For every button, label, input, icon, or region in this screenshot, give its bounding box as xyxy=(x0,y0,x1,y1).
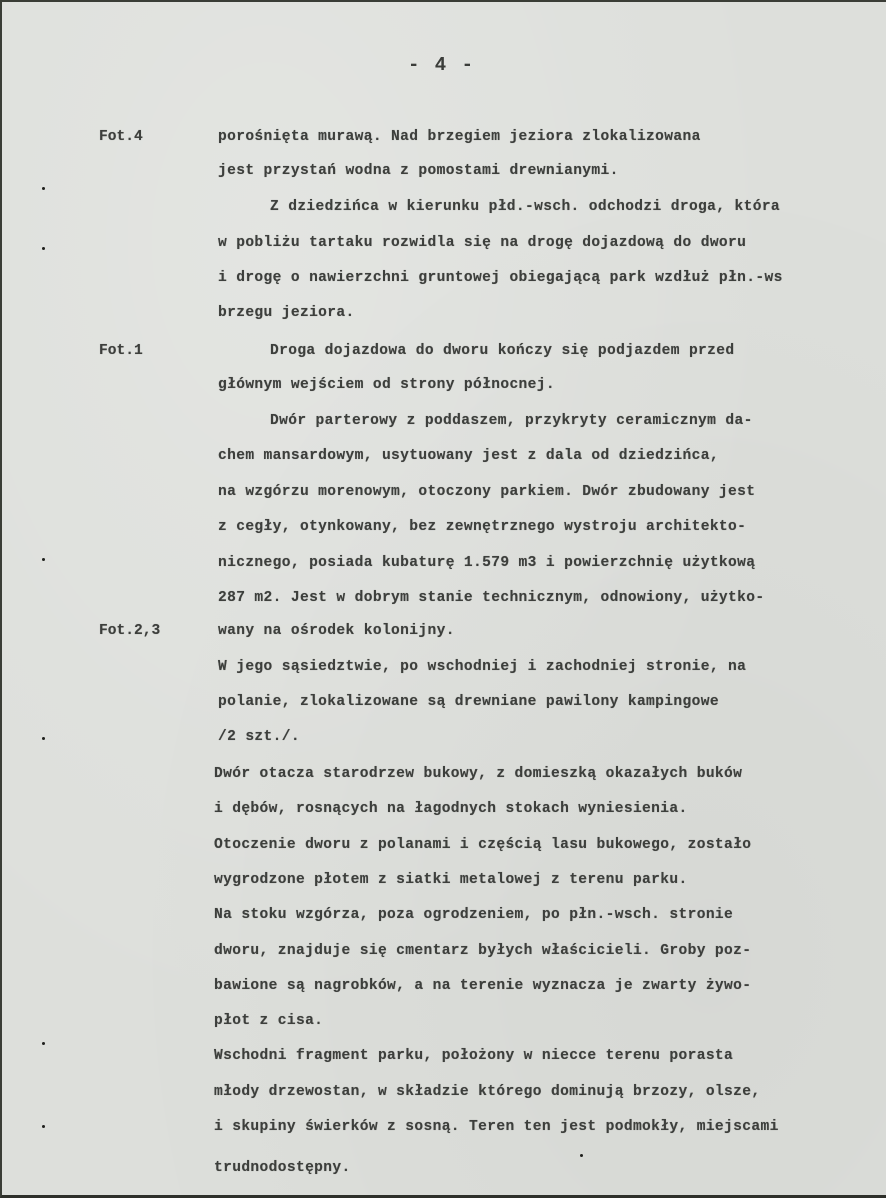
text-line: polanie, zlokalizowane są drewniane pawilony kampingowe xyxy=(218,694,719,710)
text-line: /2 szt./. xyxy=(218,729,300,745)
text-line: Dwór parterowy z poddaszem, przykryty ceramicznym da- xyxy=(270,413,753,429)
photo-reference-label: Fot.2,3 xyxy=(99,623,161,639)
text-line: chem mansardowym, usytuowany jest z dala od dziedzińca, xyxy=(218,448,719,464)
text-line: młody drzewostan, w składzie którego dominują brzozy, olsze, xyxy=(214,1084,761,1100)
page-number: - 4 - xyxy=(408,54,476,76)
text-line: i drogę o nawierzchni gruntowej obiegającą park wzdłuż płn.-ws xyxy=(218,270,783,286)
text-line: i dębów, rosnących na łagodnych stokach wyniesienia. xyxy=(214,801,688,817)
text-line: bawione są nagrobków, a na terenie wyznacza je zwarty żywo- xyxy=(214,978,752,994)
text-line: wygrodzone płotem z siatki metalowej z terenu parku. xyxy=(214,872,688,888)
ink-speck xyxy=(42,247,45,250)
ink-speck xyxy=(580,1154,583,1157)
ink-speck xyxy=(42,187,45,190)
text-line: trudnodostępny. xyxy=(214,1160,351,1176)
text-line: brzegu jeziora. xyxy=(218,305,355,321)
text-line: Wschodni fragment parku, położony w niecce terenu porasta xyxy=(214,1048,734,1064)
text-line: jest przystań wodna z pomostami drewnianymi. xyxy=(218,163,619,179)
text-line: dworu, znajduje się cmentarz byłych właścicieli. Groby poz- xyxy=(214,943,752,959)
text-line: wany na ośrodek kolonijny. xyxy=(218,623,455,639)
text-line: płot z cisa. xyxy=(214,1013,324,1029)
text-line: 287 m2. Jest w dobrym stanie technicznym, odnowiony, użytko- xyxy=(218,590,765,606)
text-line: Na stoku wzgórza, poza ogrodzeniem, po płn.-wsch. stronie xyxy=(214,907,734,923)
text-line: W jego sąsiedztwie, po wschodniej i zachodniej stronie, na xyxy=(218,659,747,675)
ink-speck xyxy=(42,1042,45,1045)
text-line: Dwór otacza starodrzew bukowy, z domieszką okazałych buków xyxy=(214,766,743,782)
text-line: na wzgórzu morenowym, otoczony parkiem. Dwór zbudowany jest xyxy=(218,484,756,500)
text-line: głównym wejściem od strony północnej. xyxy=(218,377,555,393)
text-line: Otoczenie dworu z polanami i częścią lasu bukowego, zostało xyxy=(214,837,752,853)
text-line: Z dziedzińca w kierunku płd.-wsch. odchodzi droga, która xyxy=(270,199,781,215)
text-line: w pobliżu tartaku rozwidla się na drogę dojazdową do dworu xyxy=(218,235,747,251)
ink-speck xyxy=(42,1125,45,1128)
ink-speck xyxy=(42,558,45,561)
text-line: nicznego, posiada kubaturę 1.579 m3 i powierzchnię użytkową xyxy=(218,555,756,571)
ink-speck xyxy=(42,737,45,740)
photo-reference-label: Fot.4 xyxy=(99,129,143,145)
text-line: Droga dojazdowa do dworu kończy się podjazdem przed xyxy=(270,343,735,359)
photo-reference-label: Fot.1 xyxy=(99,343,143,359)
text-line: porośnięta murawą. Nad brzegiem jeziora zlokalizowana xyxy=(218,129,701,145)
text-line: z cegły, otynkowany, bez zewnętrznego wystroju architekto- xyxy=(218,519,747,535)
text-line: i skupiny świerków z sosną. Teren ten jest podmokły, miejscami xyxy=(214,1119,779,1135)
